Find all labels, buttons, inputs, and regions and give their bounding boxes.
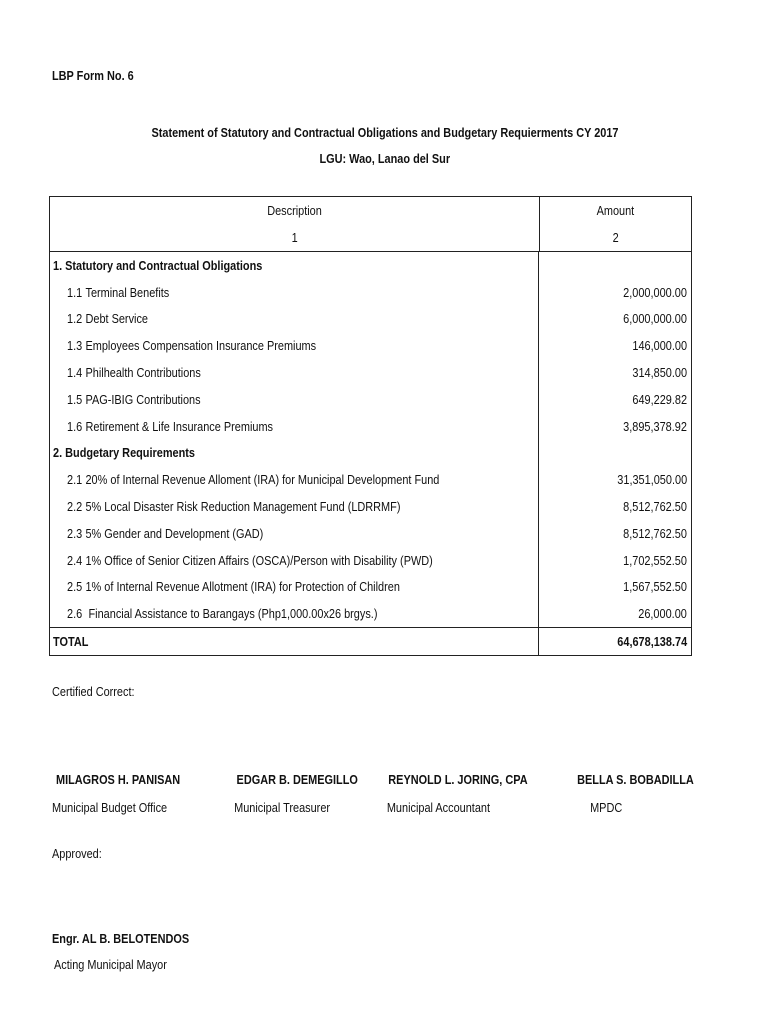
total-label: TOTAL bbox=[53, 634, 89, 650]
total-row bbox=[50, 627, 691, 655]
table-row: 1.6 Retirement & Life Insurance Premiums 3,895,378.92 bbox=[50, 413, 691, 440]
obligations-table bbox=[49, 196, 692, 656]
table-header bbox=[50, 197, 691, 252]
form-number: LBP Form No. 6 bbox=[52, 68, 134, 83]
table-row: 2.2 5% Local Disaster Risk Reduction Management Fund (LDRRMF) 8,512,762.50 bbox=[50, 493, 691, 520]
table-row: 2.5 1% of Internal Revenue Allotment (IRA) for Protection of Children 1,567,552.50 bbox=[50, 574, 691, 601]
table-row: 1.4 Philhealth Contributions 314,850.00 bbox=[50, 359, 691, 386]
table-row: 2.1 20% of Internal Revenue Alloment (IRA) for Municipal Development Fund 31,351,050.00 bbox=[50, 466, 691, 493]
lgu-line: LGU: Wao, Lanao del Sur bbox=[319, 151, 451, 166]
table-row: 1.2 Debt Service 6,000,000.00 bbox=[50, 306, 691, 333]
approver-title: Acting Municipal Mayor bbox=[54, 957, 167, 972]
signatory-accountant: REYNOLD L. JORING, CPA Municipal Accountant bbox=[386, 772, 528, 815]
total-amount: 64,678,138.74 bbox=[617, 634, 687, 650]
table-row: 1.3 Employees Compensation Insurance Premiums 146,000.00 bbox=[50, 332, 691, 359]
table-row: 2.3 5% Gender and Development (GAD) 8,512,762.50 bbox=[50, 520, 691, 547]
document-title-block bbox=[0, 120, 770, 172]
signatory-treasurer: EDGAR B. DEMEGILLO Municipal Treasurer bbox=[234, 772, 358, 815]
table-row: 1.1 Terminal Benefits 2,000,000.00 bbox=[50, 279, 691, 306]
table-row: 2.4 1% Office of Senior Citizen Affairs (OSCA)/Person with Disability (PWD) 1,702,552.50 bbox=[50, 547, 691, 574]
section-row-statutory: 1. Statutory and Contractual Obligations bbox=[50, 252, 691, 279]
document-title: Statement of Statutory and Contractual Obligations and Budgetary Requierments CY 2017 bbox=[151, 125, 619, 140]
section-row-budgetary: 2. Budgetary Requirements bbox=[50, 440, 691, 467]
description-header: Description 1 bbox=[50, 197, 540, 251]
amount-header: Amount 2 bbox=[596, 203, 635, 245]
table-row: 2.6 Financial Assistance to Barangays (Php1,000.00x26 brgys.) 26,000.00 bbox=[50, 600, 691, 627]
signatory-budget-officer: MILAGROS H. PANISAN Municipal Budget Office bbox=[52, 772, 181, 815]
certified-label: Certified Correct: bbox=[52, 684, 135, 699]
approved-label: Approved: bbox=[52, 846, 102, 861]
signatory-mpdc: BELLA S. BOBADILLA MPDC bbox=[577, 772, 694, 815]
table-row: 1.5 PAG-IBIG Contributions 649,229.82 bbox=[50, 386, 691, 413]
approver-name: Engr. AL B. BELOTENDOS bbox=[52, 931, 190, 946]
approver-block bbox=[52, 926, 215, 978]
